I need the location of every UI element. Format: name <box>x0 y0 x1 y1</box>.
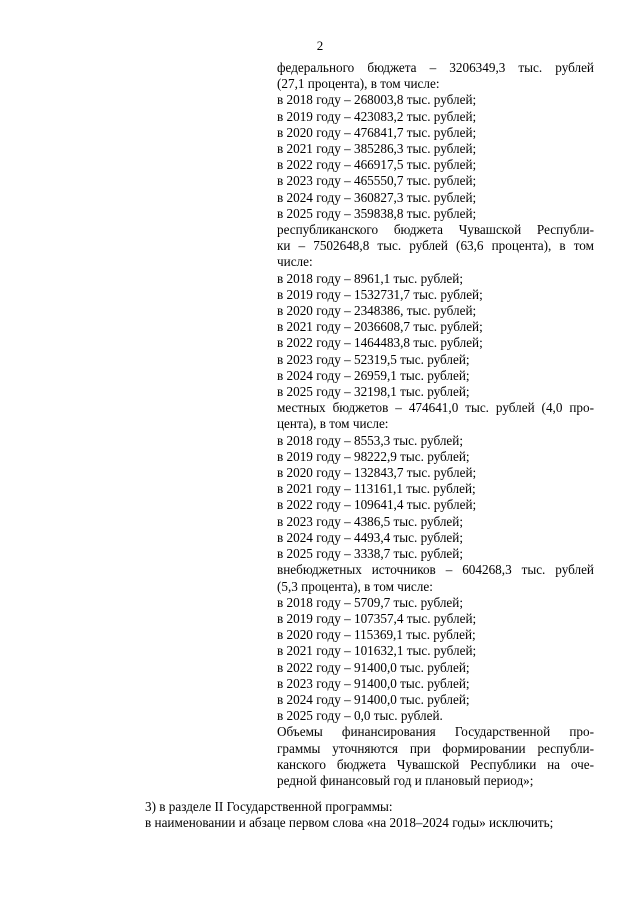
text-line: в 2020 году – 115369,1 тыс. рублей; <box>277 627 476 643</box>
text-line: в 2021 году – 113161,1 тыс. рублей; <box>277 481 476 497</box>
text-line: в 2024 году – 4493,4 тыс. рублей; <box>277 529 463 545</box>
text-line: числе: <box>277 254 313 270</box>
text-line: в 2020 году – 476841,7 тыс. рублей; <box>277 124 477 140</box>
text-line: в 2020 году – 132843,7 тыс. рублей; <box>277 465 477 481</box>
text-line: в 2018 году – 8553,3 тыс. рублей; <box>277 432 463 448</box>
text-line: канского бюджета Чувашской Республики на оче- <box>277 756 594 772</box>
text-line: в 2025 году – 32198,1 тыс. рублей; <box>277 384 470 400</box>
text-line: в 2019 году – 423083,2 тыс. рублей; <box>277 108 477 124</box>
text-line: в 2018 году – 268003,8 тыс. рублей; <box>277 92 477 108</box>
text-line: местных бюджетов – 474641,0 тыс. рублей (4,0 про- <box>277 400 594 416</box>
text-line: федерального бюджета – 3206349,3 тыс. рублей <box>277 60 594 75</box>
text-line: в 2021 году – 2036608,7 тыс. рублей; <box>277 319 483 335</box>
text-line: в 2018 году – 5709,7 тыс. рублей; <box>277 594 463 610</box>
text-line: ки – 7502648,8 тыс. рублей (63,6 процента), в том <box>277 238 594 254</box>
financing-column <box>277 60 594 789</box>
text-line: внебюджетных источников – 604268,3 тыс. рублей <box>277 562 594 578</box>
text-line: в 2021 году – 385286,3 тыс. рублей; <box>277 141 477 157</box>
text-line: в 2025 году – 0,0 тыс. рублей. <box>277 708 443 724</box>
text-line: Объемы финансирования Государственной про- <box>277 724 594 740</box>
text-line: в 2022 году – 466917,5 тыс. рублей; <box>277 157 477 173</box>
text-line: в 2021 году – 101632,1 тыс. рублей; <box>277 643 477 659</box>
text-line: в 2020 году – 2348386, тыс. рублей; <box>277 303 477 319</box>
text-line: (27,1 процента), в том числе: <box>277 76 440 92</box>
text-line: (5,3 процента), в том числе: <box>277 578 433 594</box>
amendment-line-1: 3) в разделе II Государственной программы: <box>145 799 393 814</box>
text-line: в 2023 году – 52319,5 тыс. рублей; <box>277 351 470 367</box>
amendment-text <box>145 799 595 831</box>
text-line: республиканского бюджета Чувашской Республи- <box>277 222 594 238</box>
text-line: в 2024 году – 91400,0 тыс. рублей; <box>277 691 470 707</box>
text-line: в 2025 году – 3338,7 тыс. рублей; <box>277 546 463 562</box>
text-line: в 2019 году – 1532731,7 тыс. рублей; <box>277 286 483 302</box>
text-line: в 2018 году – 8961,1 тыс. рублей; <box>277 270 463 286</box>
text-line: в 2019 году – 98222,9 тыс. рублей; <box>277 448 470 464</box>
text-line: в 2022 году – 1464483,8 тыс. рублей; <box>277 335 483 351</box>
text-line: цента), в том числе: <box>277 416 389 432</box>
amendment-line-2: в наименовании и абзаце первом слова «на 2018–2024 годы» исключить; <box>145 815 554 831</box>
text-line: граммы уточняются при формировании республи- <box>277 740 594 756</box>
text-line: в 2023 году – 91400,0 тыс. рублей; <box>277 675 470 691</box>
text-line: в 2022 году – 91400,0 тыс. рублей; <box>277 659 470 675</box>
text-line: в 2022 году – 109641,4 тыс. рублей; <box>277 497 477 513</box>
text-line: в 2023 году – 4386,5 тыс. рублей; <box>277 513 463 529</box>
text-line: редной финансовый год и плановый период»; <box>277 772 534 788</box>
text-line: в 2024 году – 26959,1 тыс. рублей; <box>277 367 470 383</box>
text-line: в 2023 году – 465550,7 тыс. рублей; <box>277 173 477 189</box>
text-line: в 2025 году – 359838,8 тыс. рублей; <box>277 205 477 221</box>
text-line: в 2019 году – 107357,4 тыс. рублей; <box>277 610 477 626</box>
page-number: 2 <box>316 38 324 53</box>
text-line: в 2024 году – 360827,3 тыс. рублей; <box>277 189 477 205</box>
